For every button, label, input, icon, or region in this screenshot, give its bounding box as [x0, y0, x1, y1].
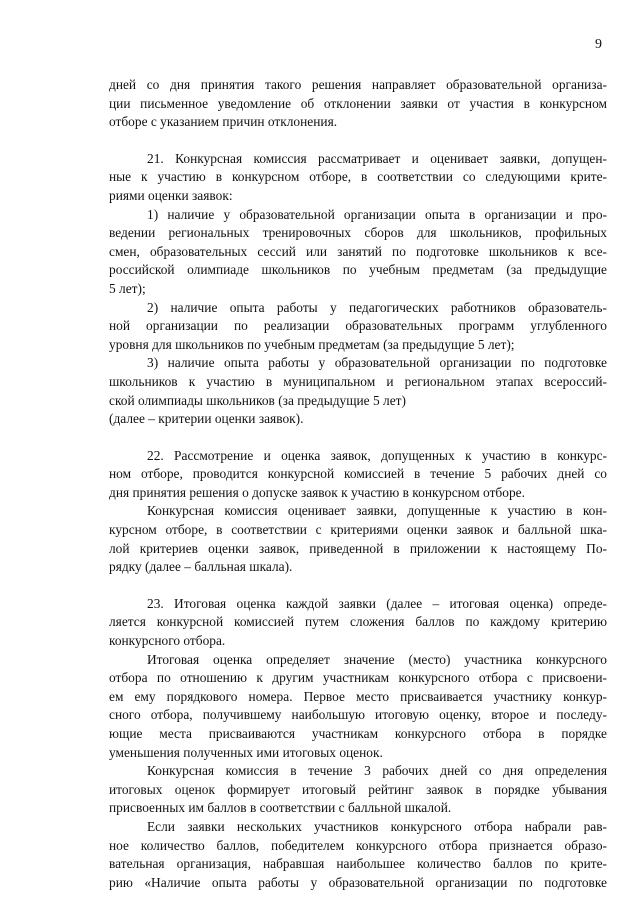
text-line: рядку (далее – балльная шкала). [109, 559, 293, 575]
text-line: Конкурсная комиссия оценивает заявки, допущенные к участию в кон- [147, 503, 607, 519]
text-line: отбора по отношению к другим участникам конкурсного отбора с присвоени- [109, 670, 607, 686]
text-line: присвоенных им баллов в соответствии с балльной шкалой. [109, 800, 452, 816]
text-line: ляется конкурсной комиссией путем сложения баллов по каждому критерию [109, 614, 607, 630]
text-line: вательная организация, набравшая наибольшее количество баллов по крите- [109, 856, 607, 872]
text-line: ной организации по реализации образовательных программ углубленного [109, 318, 607, 334]
text-line: сного отбора, получившему наибольшую итоговую оценку, второе и последу- [109, 707, 607, 723]
text-line: 21. Конкурсная комиссия рассматривает и оценивает заявки, допущен- [147, 150, 607, 166]
text-line: дня принятия решения о допуске заявок к участию в конкурсном отборе. [109, 484, 525, 500]
text-line: рию «Наличие опыта работы у образовательной организации по подготовке [109, 874, 607, 890]
paragraph-gap [109, 132, 607, 150]
text-line: ции письменное уведомление об отклонении заявки от участия в конкурсном [109, 95, 607, 111]
text-line: 5 лет); [109, 280, 146, 296]
text-line: отборе с указанием причин отклонения. [109, 114, 338, 130]
text-line: смен, образовательных сессий или занятий по подготовке школьников к все- [109, 243, 607, 259]
text-line: ные к участию в конкурсном отборе, в соответствии со следующими крите- [109, 169, 607, 185]
text-line: ем ему порядкового номера. Первое место присваивается участнику конкур- [109, 688, 607, 704]
text-line: российской олимпиаде школьников по учебным предметам (за предыдущие [109, 262, 607, 278]
text-line: 23. Итоговая оценка каждой заявки (далее – итоговая оценка) опреде- [147, 595, 607, 611]
text-line: Конкурсная комиссия в течение 3 рабочих дней со дня определения [147, 763, 607, 779]
text-line: Итоговая оценка определяет значение (место) участника конкурсного [147, 651, 607, 667]
text-line: лой критериев оценки заявок, приведенной в приложении к настоящему По- [109, 540, 607, 556]
text-line: ведении региональных тренировочных сборов для школьников, профильных [109, 225, 607, 241]
text-line: ющие места присваиваются участникам конкурсного отбора в порядке [109, 726, 607, 741]
text-line: 3) наличие опыта работы у образовательной организации по подготовке [147, 355, 607, 371]
text-line: 1) наличие у образовательной организации опыта в организации и про- [147, 206, 607, 222]
text-line: 22. Рассмотрение и оценка заявок, допущенных к участию в конкурс- [147, 447, 607, 463]
text-line: Если заявки нескольких участников конкурсного отбора набрали рав- [147, 818, 607, 834]
text-line: ное количество баллов, победителем конкурсного отбора признается образо- [109, 837, 607, 853]
text-line: итоговых оценок формирует итоговый рейтинг заявок в порядке убывания [109, 781, 607, 797]
text-line: (далее – критерии оценки заявок). [109, 411, 304, 427]
text-line: ской олимпиады школьников (за предыдущие 5 лет) [109, 392, 406, 408]
page-number: 9 [595, 37, 602, 52]
text-line: ном отборе, проводится конкурсной комиссией в течение 5 рабочих дней со [109, 466, 607, 482]
paragraph-gap [109, 577, 607, 595]
text-line: 2) наличие опыта работы у педагогических работников образователь- [147, 299, 607, 315]
text-line: уменьшения полученных ими итоговых оценок. [109, 744, 383, 760]
text-line: конкурсного отбора. [109, 633, 226, 649]
paragraph-gap [109, 429, 607, 447]
document-body [109, 76, 607, 892]
text-line: курсном отборе, в соответствии с критериями оценки заявок и балльной шка- [109, 522, 607, 538]
text-line: уровня для школьников по учебным предметам (за предыдущие 5 лет); [109, 336, 515, 352]
text-line: риями оценки заявок: [109, 187, 233, 203]
text-line: дней со дня принятия такого решения направляет образовательной организа- [109, 77, 607, 92]
text-line: школьников к участию в муниципальном и региональном этапах всероссий- [109, 373, 607, 389]
